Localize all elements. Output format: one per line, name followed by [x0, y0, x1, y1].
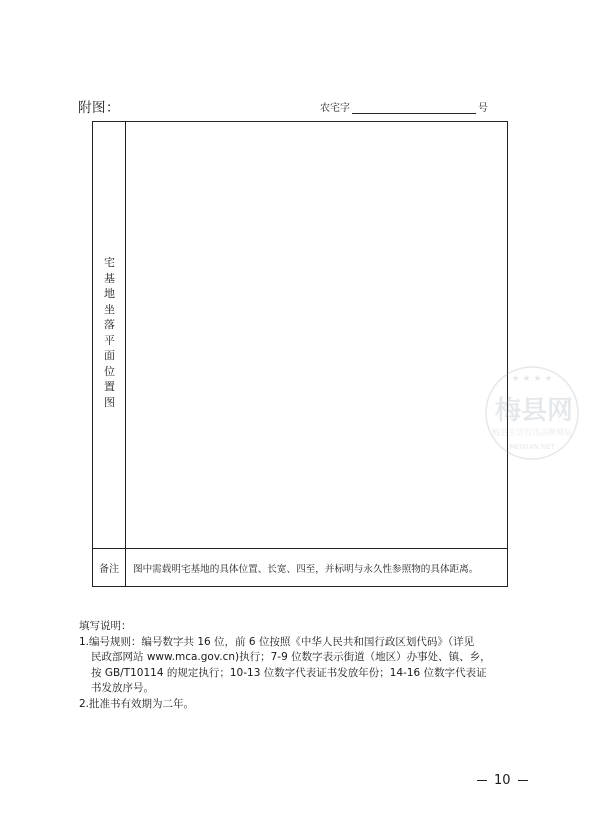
instruction-1-line-2: 民政部网站 www.mca.gov.cn)执行；7-9 位数字表示街道（地区）办事处、镇、乡， — [91, 651, 491, 664]
doc-number-prefix: 农宅字 — [320, 103, 350, 114]
map-label-char: 坐 — [104, 302, 115, 316]
note-row — [93, 548, 507, 586]
attachment-title: 附图： — [78, 100, 120, 116]
instructions-heading: 填写说明： — [79, 620, 132, 632]
watermark-url-text: MEIXIAN.NET — [509, 443, 555, 451]
page-number-dash-right — [518, 780, 528, 781]
page-number-value: 10 — [494, 773, 511, 788]
map-label-char: 图 — [104, 395, 115, 409]
map-label-char: 面 — [104, 349, 115, 362]
instruction-1-line-4: 书发放序号。 — [91, 682, 154, 695]
doc-number-suffix: 号 — [478, 103, 488, 114]
watermark-main-text: 梅县网 — [494, 396, 574, 426]
document-number — [320, 99, 488, 114]
map-label-char: 置 — [104, 380, 115, 393]
map-label-char: 地 — [104, 287, 115, 300]
map-label-char: 落 — [104, 318, 115, 331]
map-label-char: 位 — [104, 364, 115, 378]
map-label — [93, 255, 126, 410]
note-text: 图中需载明宅基地的具体位置、长宽、四至，并标明与永久性参照物的具体距离。 — [133, 564, 479, 575]
instruction-1-line-1: 1.编号规则：编号数字共 16 位，前 6 位按照《中华人民共和国行政区划代码》（详见 — [79, 635, 475, 648]
watermark-logo — [470, 363, 597, 463]
instruction-1-line-3: 按 GB/T10114 的规定执行；10-13 位数字代表证书发放年份；14-16 位数字代表证 — [91, 666, 487, 679]
instruction-2: 2.批准书有效期为二年。 — [79, 697, 195, 710]
map-label-char: 平 — [104, 333, 115, 347]
watermark-sub-text: 梅县生活资讯品牌网站 — [492, 428, 572, 437]
page-number — [470, 773, 535, 788]
page-number-dash-left — [477, 780, 487, 781]
site-plan-drawing-area — [126, 122, 507, 548]
site-plan-table — [92, 121, 508, 587]
watermark-stars: ★ ★ ★ ★ — [511, 374, 553, 384]
doc-number-blank — [352, 102, 476, 114]
map-label-char: 基 — [104, 271, 115, 285]
map-label-cell — [93, 122, 126, 548]
map-label-char: 宅 — [104, 256, 115, 269]
note-label: 备注 — [93, 549, 126, 586]
instructions — [79, 619, 529, 713]
